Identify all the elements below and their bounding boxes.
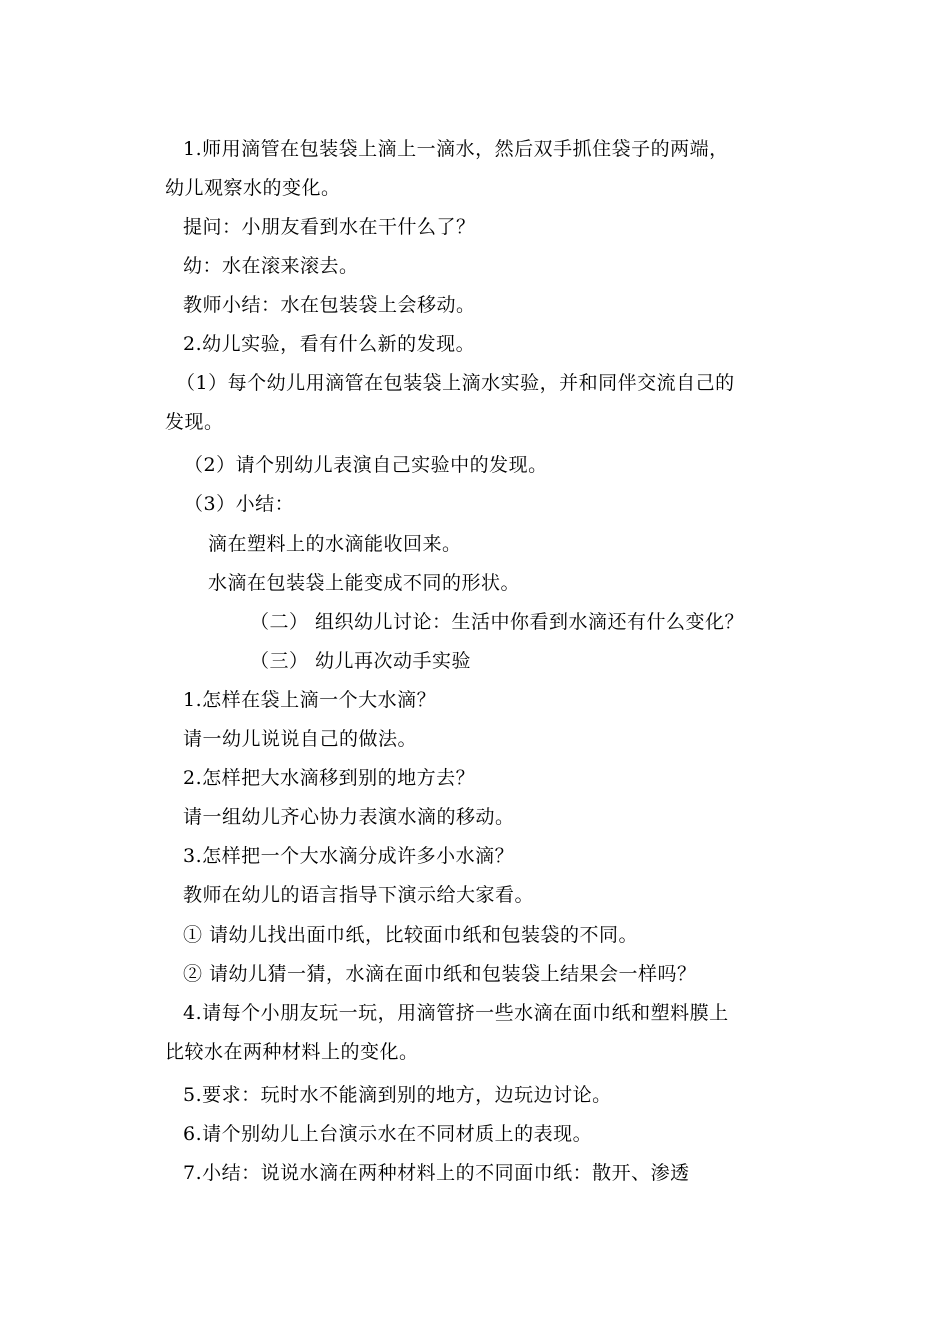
text-line: （1）每个幼儿用滴管在包装袋上滴水实验，并和同伴交流自己的 <box>176 372 735 394</box>
section-heading: （三） 幼儿再次动手实验 <box>250 650 472 672</box>
section-heading: （二） 组织幼儿讨论：生活中你看到水滴还有什么变化？ <box>250 611 745 633</box>
text-line: 3.怎样把一个大水滴分成许多小水滴？ <box>183 845 515 867</box>
text-line: 1.师用滴管在包装袋上滴上一滴水，然后双手抓住袋子的两端， <box>183 138 729 160</box>
text-line: （2）请个别幼儿表演自己实验中的发现。 <box>184 454 548 476</box>
text-line: 请一组幼儿齐心协力表演水滴的移动。 <box>183 806 515 828</box>
text-line: 比较水在两种材料上的变化。 <box>165 1041 419 1063</box>
text-line: 幼：水在滚来滚去。 <box>183 255 359 277</box>
text-line: 5.要求：玩时水不能滴到别的地方，边玩边讨论。 <box>183 1084 612 1106</box>
text-line: 2.怎样把大水滴移到别的地方去？ <box>183 767 476 789</box>
text-line: 6.请个别幼儿上台演示水在不同材质上的表现。 <box>183 1123 593 1145</box>
text-line: 2.幼儿实验，看有什么新的发现。 <box>183 333 476 355</box>
text-line: ① 请幼儿找出面巾纸，比较面巾纸和包装袋的不同。 <box>183 924 639 946</box>
text-line: 滴在塑料上的水滴能收回来。 <box>208 533 462 555</box>
text-line: 7.小结：说说水滴在两种材料上的不同面巾纸：散开、渗透 <box>183 1162 690 1184</box>
text-line: 教师在幼儿的语言指导下演示给大家看。 <box>183 884 535 906</box>
text-line: 4.请每个小朋友玩一玩，用滴管挤一些水滴在面巾纸和塑料膜上 <box>183 1002 729 1024</box>
text-line: ② 请幼儿猜一猜，水滴在面巾纸和包装袋上结果会一样吗？ <box>183 963 697 985</box>
text-line: 请一幼儿说说自己的做法。 <box>183 728 418 750</box>
text-line: 提问：小朋友看到水在干什么了？ <box>183 216 476 238</box>
text-line: 教师小结：水在包装袋上会移动。 <box>183 294 476 316</box>
text-line: （3）小结： <box>184 493 295 515</box>
text-line: 水滴在包装袋上能变成不同的形状。 <box>208 572 521 594</box>
text-line: 幼儿观察水的变化。 <box>165 177 341 199</box>
text-line: 发现。 <box>165 411 224 433</box>
text-line: 1.怎样在袋上滴一个大水滴？ <box>183 689 437 711</box>
